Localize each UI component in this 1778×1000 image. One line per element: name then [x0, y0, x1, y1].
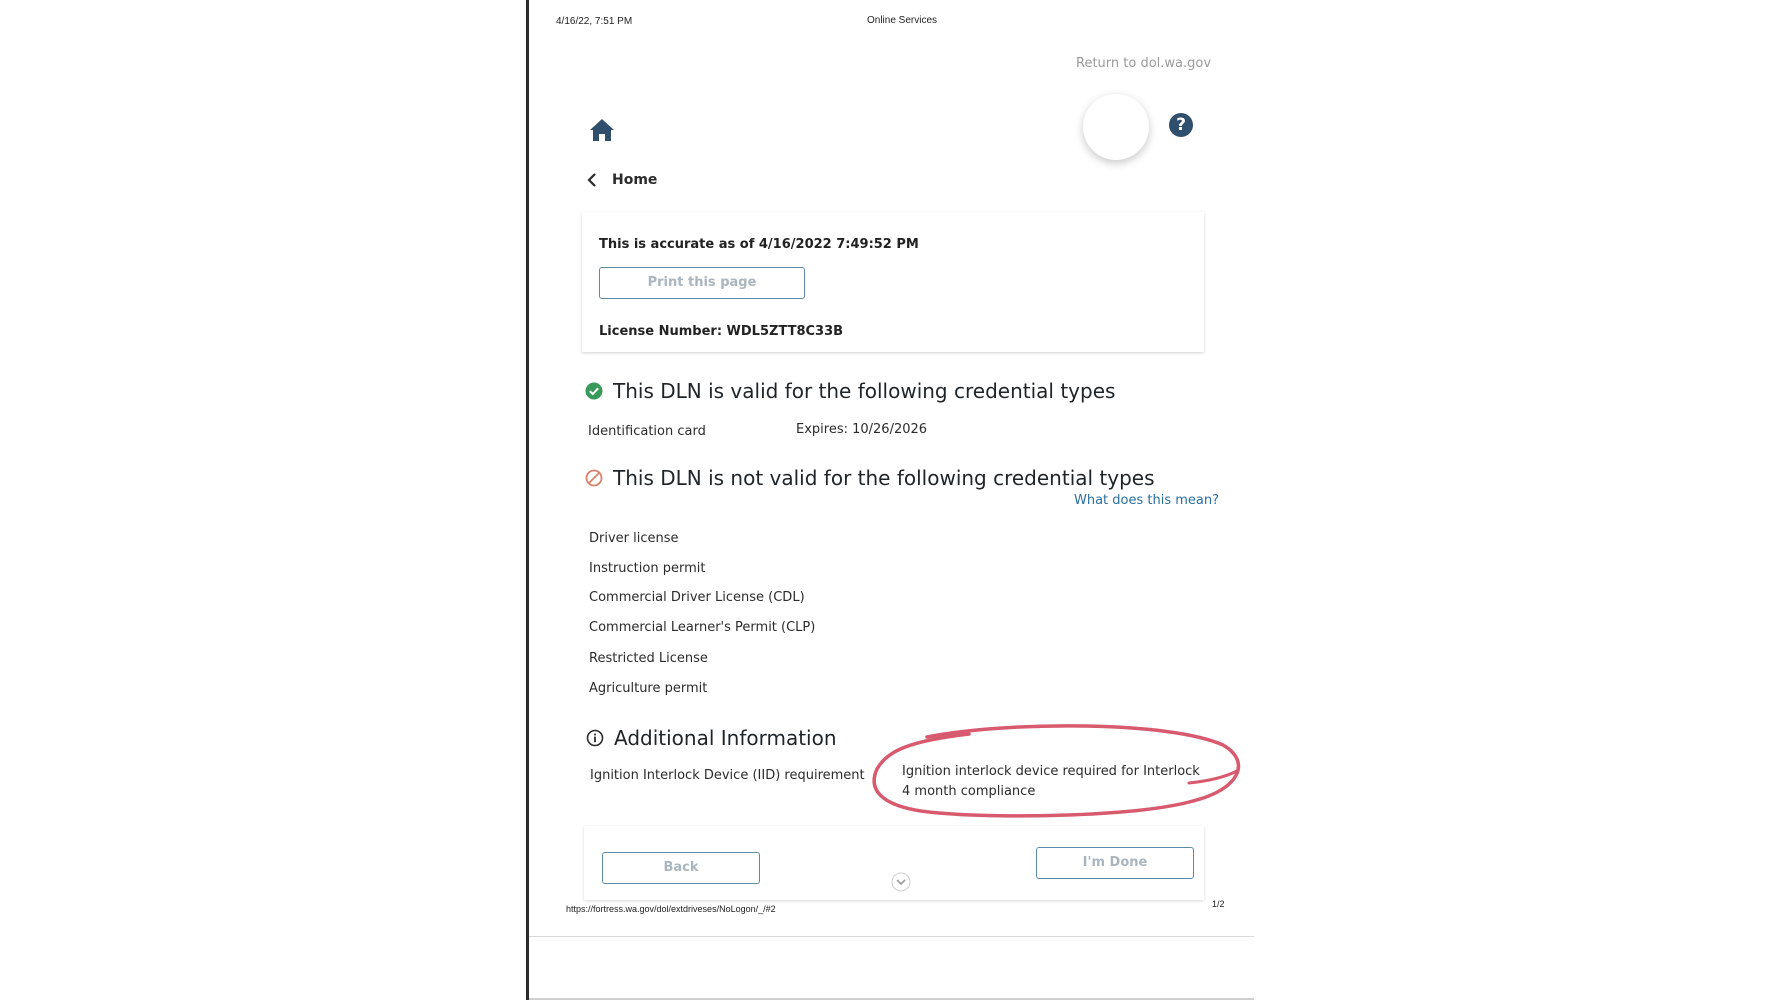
done-button[interactable]: I'm Done	[1036, 847, 1194, 879]
invalid-credential-item: Restricted License	[589, 651, 708, 666]
valid-section-heading	[585, 379, 1115, 403]
print-title: Online Services	[867, 15, 938, 26]
valid-credential-name: Identification card	[588, 424, 706, 439]
prohibited-icon	[585, 469, 603, 487]
invalid-credential-item: Instruction permit	[589, 561, 706, 576]
iid-requirement-label: Ignition Interlock Device (IID) requirement	[590, 768, 865, 783]
print-footer-page: 1/2	[1212, 899, 1225, 909]
invalid-credential-item: Commercial Learner's Permit (CLP)	[589, 620, 816, 635]
what-does-this-mean-link[interactable]: What does this mean?	[1074, 493, 1220, 508]
license-number: License Number: WDL5ZTT8C33B	[599, 324, 844, 339]
valid-credential-expires: Expires: 10/26/2026	[796, 422, 928, 437]
accurate-as-of: This is accurate as of 4/16/2022 7:49:52 PM	[599, 237, 919, 252]
chevron-down-icon[interactable]	[891, 872, 911, 892]
back-home-label: Home	[612, 172, 658, 188]
page-divider	[529, 936, 1254, 937]
question-circle-icon[interactable]: ?	[1169, 113, 1193, 137]
additional-info-heading-text: Additional Information	[614, 726, 837, 750]
iid-requirement-value: Ignition interlock device required for Interlock 4 month compliance	[902, 764, 1200, 799]
invalid-section-heading	[585, 466, 1155, 490]
printed-page	[526, 0, 1254, 1000]
invalid-credential-item: Driver license	[589, 531, 679, 546]
additional-info-heading	[586, 726, 837, 750]
print-date-time: 4/16/22, 7:51 PM	[556, 16, 633, 27]
valid-heading-text: This DLN is valid for the following credential types	[613, 379, 1116, 403]
print-footer-url: https://fortress.wa.gov/dol/extdriveses/NoLogon/_/#2	[566, 904, 776, 914]
invalid-credential-item: Commercial Driver License (CDL)	[589, 590, 805, 605]
print-page-button[interactable]: Print this page	[599, 267, 805, 299]
chevron-left-icon	[586, 173, 598, 187]
invalid-credential-item: Agriculture permit	[589, 681, 708, 696]
back-button[interactable]: Back	[602, 852, 760, 884]
info-circle-icon	[586, 729, 604, 747]
back-to-home-link[interactable]	[586, 172, 657, 188]
return-link[interactable]: Return to dol.wa.gov	[1076, 56, 1212, 71]
check-circle-icon	[585, 382, 603, 400]
home-icon[interactable]	[589, 118, 615, 142]
avatar[interactable]	[1083, 94, 1149, 160]
invalid-heading-text: This DLN is not valid for the following credential types	[613, 466, 1155, 490]
